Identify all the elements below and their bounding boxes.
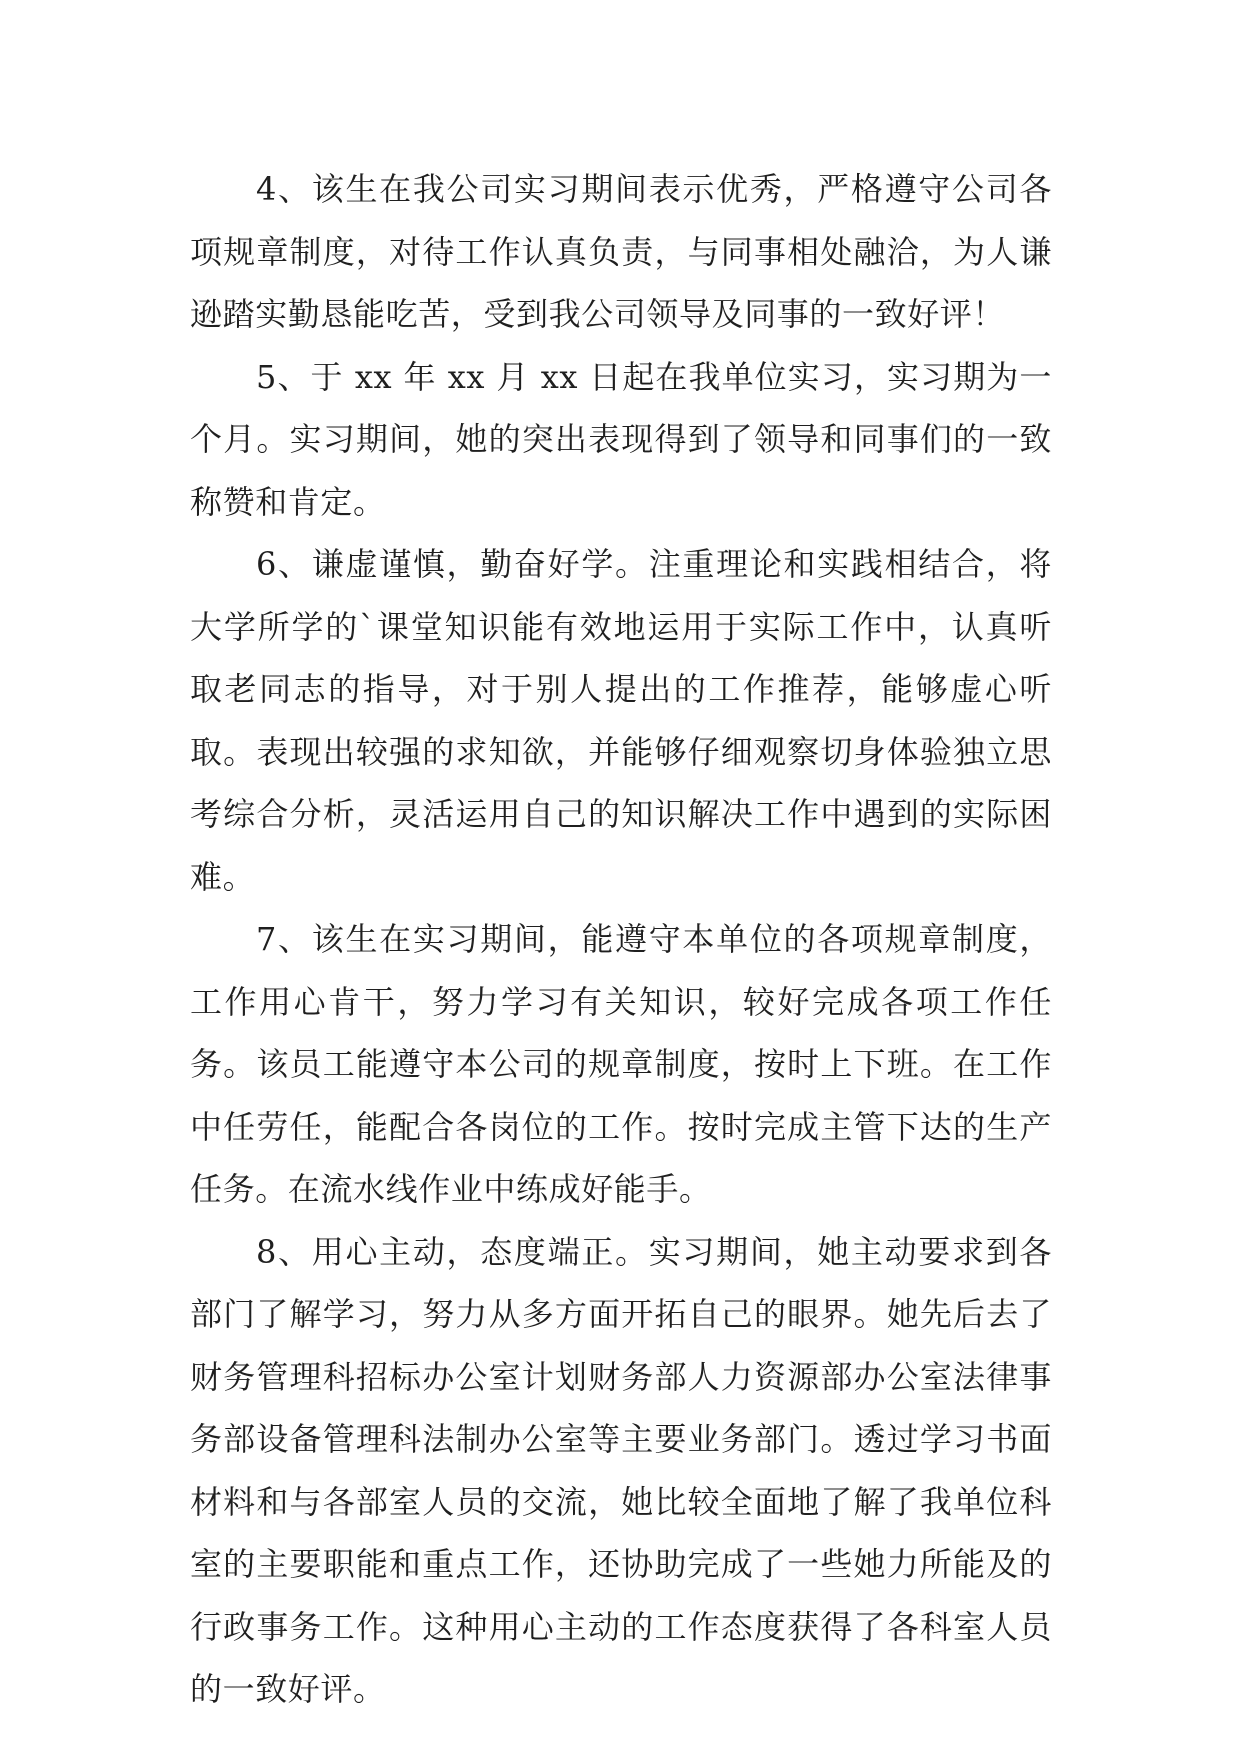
paragraph-5: 5、于 xx 年 xx 月 xx 日起在我单位实习，实习期为一个月。实习期间，她的突出表现得到了领导和同事们的一致称赞和肯定。 xyxy=(190,357,1052,521)
paragraph-4: 4、该生在我公司实习期间表示优秀，严格遵守公司各项规章制度，对待工作认真负责，与同事相处融洽，为人谦逊踏实勤恳能吃苦，受到我公司领导及同事的一致好评！ xyxy=(190,170,1052,333)
paragraph-8: 8、用心主动，态度端正。实习期间，她主动要求到各部门了解学习，努力从多方面开拓自己的眼界。她先后去了财务管理科招标办公室计划财务部人力资源部办公室法律事务部设备管理科法制办公室等主要业务部门。透过学习书面材料和与各部室人员的交流，她比较全面地了解了我单位科室的主要职能和重点工作，还协助完成了一些她力所能及的行政事务工作。这种用心主动的工作态度获得了各科室人员的一致好评。 xyxy=(190,1232,1052,1708)
paragraph-7: 7、该生在实习期间，能遵守本单位的各项规章制度，工作用心肯干，努力学习有关知识，较好完成各项工作任务。该员工能遵守本公司的规章制度，按时上下班。在工作中任劳任，能配合各岗位的工作。按时完成主管下达的生产任务。在流水线作业中练成好能手。 xyxy=(190,920,1052,1208)
paragraph-6: 6、谦虚谨慎，勤奋好学。注重理论和实践相结合，将大学所学的`课堂知识能有效地运用于实际工作中，认真听取老同志的指导，对于别人提出的工作推荐，能够虚心听取。表现出较强的求知欲，并能够仔细观察切身体验独立思考综合分析，灵活运用自己的知识解决工作中遇到的实际困难。 xyxy=(190,545,1052,896)
document-body xyxy=(190,158,1052,1721)
